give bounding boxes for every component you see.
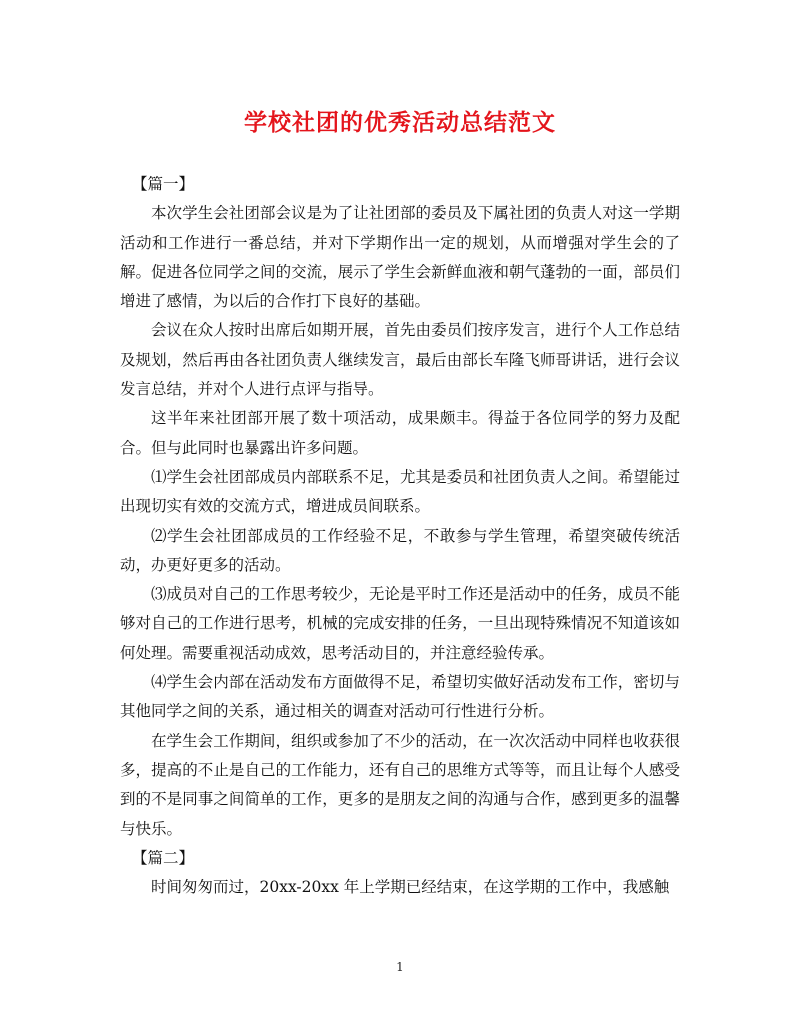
- list-item: ⑶成员对自己的工作思考较少，无论是平时工作还是活动中的任务，成员不能够对自己的工作进行思考，机械的完成安排的任务，一旦出现特殊情况不知道该如何处理。需要重视活动成效，思考活动目的，并注意经验传承。: [120, 585, 680, 662]
- paragraph: 本次学生会社团部会议是为了让社团部的委员及下属社团的负责人对这一学期活动和工作进行一番总结，并对下学期作出一定的规划，从而增强对学生会的了解。促进各位同学之间的交流，展示了学生会新鲜血液和朝气蓬勃的一面，部员们增进了感情，为以后的合作打下良好的基础。: [120, 204, 680, 311]
- document-title: 学校社团的优秀活动总结范文: [244, 110, 556, 136]
- paragraph: 这半年来社团部开展了数十项活动，成果颇丰。得益于各位同学的努力及配合。但与此同时也暴露出许多问题。: [120, 409, 680, 457]
- paragraph: 时间匆匆而过，20xx-20xx 年上学期已经结束，在这学期的工作中，我感触: [151, 878, 670, 897]
- list-item: ⑷学生会内部在活动发布方面做得不足，希望切实做好活动发布工作，密切与其他同学之间的关系，通过相关的调查对活动可行性进行分析。: [120, 673, 680, 721]
- list-item: ⑴学生会社团部成员内部联系不足，尤其是委员和社团负责人之间。希望能过出现切实有效的交流方式，增进成员间联系。: [120, 467, 680, 516]
- document-body: [120, 170, 680, 902]
- page-number: 1: [396, 960, 404, 974]
- section-heading-2: 【篇二】: [132, 848, 195, 867]
- paragraph: 在学生会工作期间，组织或参加了不少的活动，在一次次活动中同样也收获很多，提高的不止是自己的工作能力，还有自己的思维方式等等，而且让每个人感受到的不是同事之间简单的工作，更多的是朋友之间的沟通与合作，感到更多的温馨与快乐。: [120, 731, 680, 838]
- paragraph: 会议在众人按时出席后如期开展，首先由委员们按序发言，进行个人工作总结及规划，然后再由各社团负责人继续发言，最后由部长车隆飞师哥讲话，进行会议发言总结，并对个人进行点评与指导。: [120, 321, 680, 399]
- section-heading-1: 【篇一】: [132, 175, 195, 193]
- list-item: ⑵学生会社团部成员的工作经验不足，不敢参与学生管理，希望突破传统活动，办更好更多的活动。: [120, 526, 680, 574]
